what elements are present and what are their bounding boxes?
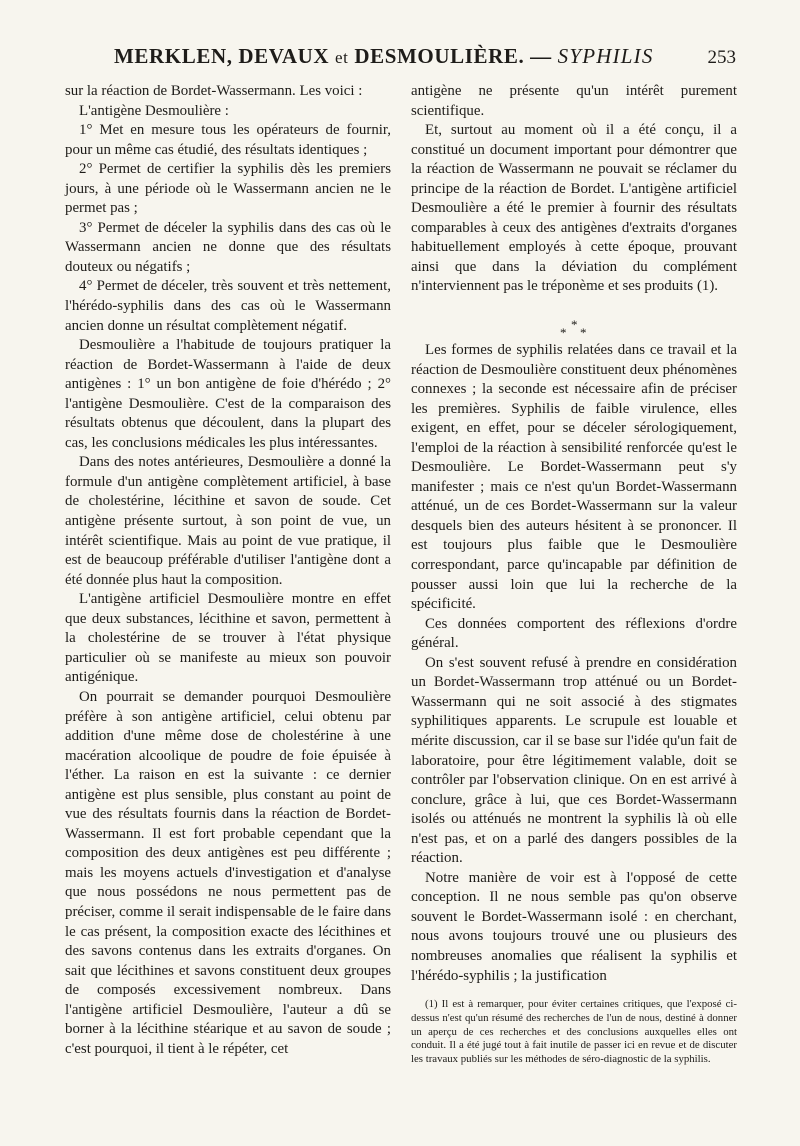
asterisk: *: [580, 325, 587, 341]
right-column: [411, 82, 737, 1067]
asterisk: *: [571, 317, 578, 333]
paragraph: sur la réaction de Bordet-Wassermann. Les voici :: [65, 83, 363, 99]
paragraph: Desmoulière a l'habitude de toujours pratiquer la réaction de Bordet-Wassermann à l'aide de deux antigènes : 1° un bon antigène de foie d'hérédo ; 2° l'antigène Desmoulière. C'est de la comparaison des résultats obtenus que découlent, dans la plupart des cas, les conclusions médicales les plus intéressantes.: [65, 337, 391, 451]
running-title: [114, 44, 654, 69]
left-column: [65, 82, 391, 1059]
title-subject: SYPHILIS: [557, 44, 654, 68]
paragraph: Les formes de syphilis relatées dans ce travail et la réaction de Desmoulière constituent deux phénomènes connexes ; la seconde est nécessaire afin de préciser les premières. Syphilis de faible virulence, elles exigent, en effet, pour se déceler sérologiquement, l'emploi de la réaction à sensibilité renforcée qu'est le Desmoulière. Le Bordet-Wassermann peut s'y manifester ; mais ce n'est qu'un Bordet-Wassermann atténué, un de ces Bordet-Wassermann sur la valeur desquels bien des auteurs hésitent à se prononcer. Il est toujours plus faible que le Desmoulière correspondant, parce qu'incapable par définition de pousser aussi loin que lui la recherche de la spécificité.: [411, 342, 737, 613]
paragraph: On s'est souvent refusé à prendre en considération un Bordet-Wassermann trop atténué ou un Bordet-Wassermann qui ne soit associé à des stigmates syphilitiques apparents. Le scrupule est louable et mérite discussion, car il se base sur l'idée qu'un fait de laboratoire, pour être légitimement valable, doit se contrôler par l'observation clinique. On en est arrivé à conclure, grâce à lui, que ces Bordet-Wassermann isolés ou atténués ne montrent la syphilis là où elle n'est pas, et on a parlé des dangers possibles de la réaction.: [411, 654, 737, 867]
paragraph: L'antigène Desmoulière :: [79, 102, 229, 119]
list-item: 4° Permet de déceler, très souvent et très nettement, l'hérédo-syphilis dans des cas où le Wassermann ancien donne un résultat complètement négatif.: [65, 278, 391, 334]
title-authors: MERKLEN, DEVAUX: [114, 44, 330, 68]
paragraph: antigène ne présente qu'un intérêt purement scientifique.: [411, 83, 737, 119]
paragraph: L'antigène artificiel Desmoulière montre en effet que deux substances, lécithine et savon, permettent à la cholestérine de se trouver à l'état physique particulier où se manifeste au mieux son pouvoir antigénique.: [65, 591, 391, 686]
list-item: 3° Permet de déceler la syphilis dans des cas où le Wassermann ancien ne donne que des résultats douteux ou négatifs ;: [65, 219, 391, 275]
title-author-last: DESMOULIÈRE. —: [354, 44, 552, 68]
footnote: (1) Il est à remarquer, pour éviter certaines critiques, que l'exposé ci-dessus n'est qu'un résumé des recherches de l'un de nous, destiné à donner un aperçu de ces recherches et des conclusions auxquelles elles ont conduit. Il a été jugé tout à fait inutile de passer ici en revue et de discuter les travaux publiés sur les méthodes de séro-diagnostic de la syphilis.: [411, 998, 737, 1066]
list-item: 1° Met en mesure tous les opérateurs de fournir, pour un même cas étudié, des résultats identiques ;: [65, 122, 391, 158]
paragraph: Dans des notes antérieures, Desmoulière a donné la formule d'un antigène complètement artificiel, à base de cholestérine, lécithine et savon de soude. Cet antigène présente surtout, à son point de vue, un intérêt scientifique. Mais au point de vue pratique, il est de beaucoup préférable d'utiliser l'antigène dont a été donnée plus haut la composition.: [65, 454, 391, 588]
list-item: 2° Permet de certifier la syphilis dès les premiers jours, à une période où le Wassermann ancien ne le permet pas ;: [65, 161, 391, 217]
page-header: [60, 44, 740, 76]
paragraph: Notre manière de voir est à l'opposé de cette conception. Il ne nous semble pas qu'on observe souvent le Bordet-Wassermann isolé : en cherchant, nous avons toujours trouvé une ou plusieurs des nombreuses anomalies que réalisent la syphilis et l'hérédo-syphilis ; la justification: [411, 869, 737, 984]
title-et: et: [335, 48, 349, 67]
section-separator: [411, 297, 737, 341]
asterisk: *: [560, 325, 567, 341]
paragraph: Et, surtout au moment où il a été conçu, il a constitué un document important pour démontrer que la réaction de Wassermann ne pouvait se réclamer du principe de la réaction de Bordet. L'antigène artificiel Desmoulière a été le premier à fournir des résultats comparables à ceux des antigènes d'extraits d'organes habituellement employés à cette époque, prouvant ainsi que dans la déviation du complément n'interviennent pas le tréponème et ses produits (1).: [411, 122, 737, 295]
paragraph: On pourrait se demander pourquoi Desmoulière préfère à son antigène artificiel, celui obtenu par addition d'une même dose de cholestérine à une macération alcoolique de poudre de foie épuisée à l'éther. La raison en est la suivante : ce dernier antigène est plus sensible, plus constant au point de vue des résultats fournis dans la réaction de Bordet-Wassermann. Il est fort probable cependant que la composition des deux antigènes est peu différente ; mais les moyens actuels d'investigation et d'analyse que nous possédons ne nous permettent pas de préciser, comme il serait indispensable de le faire dans le cas présent, la composition exacte des lécithines et des savons contenus dans les extraits d'organes. On sait que lécithines et savons constituent deux groupes de composés excessivement nombreux. Dans l'antigène artificiel Desmoulière, l'auteur a dû se borner à la lécithine stéarique et au savon de soude ; c'est pourquoi, il tient à le répéter, cet: [65, 688, 391, 1057]
page-number: 253: [707, 47, 736, 68]
paragraph: Ces données comportent des réflexions d'ordre général.: [411, 615, 737, 652]
